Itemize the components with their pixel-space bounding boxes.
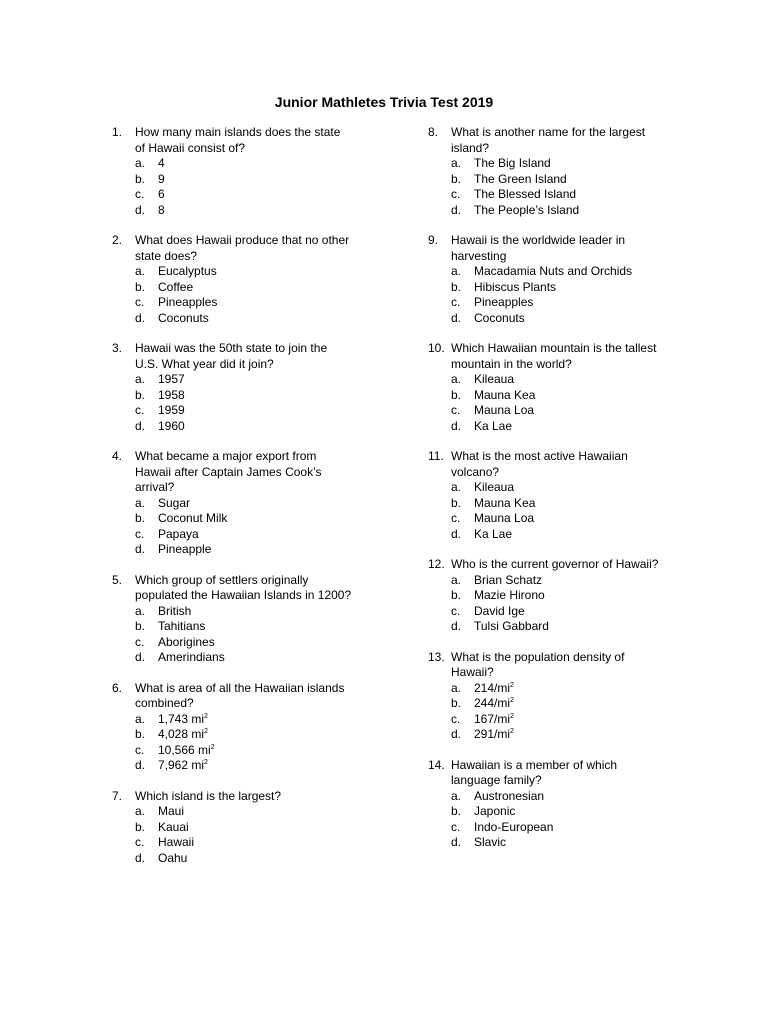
option-text: Eucalyptus [158, 264, 217, 278]
option-letter: d. [451, 727, 462, 741]
option-letter: a. [451, 480, 462, 494]
answer-option [135, 527, 352, 543]
question-text: Which island is the largest? [135, 788, 282, 803]
option-letter: c. [451, 711, 461, 726]
option-text: Mazie Hirono [474, 588, 545, 602]
option-letter: a. [135, 372, 146, 386]
answer-option [135, 203, 352, 219]
option-text: Slavic [474, 835, 507, 849]
option-letter: c. [451, 295, 461, 309]
option-letter: a. [451, 372, 462, 386]
answer-option [451, 619, 668, 635]
answer-option [135, 172, 352, 188]
question-item [112, 681, 352, 774]
option-text: 1959 [158, 403, 185, 417]
option-text: Pineapples [474, 295, 534, 309]
answer-option [451, 419, 668, 435]
option-text: Coconuts [474, 310, 525, 325]
answer-option [135, 280, 352, 296]
answer-option [451, 187, 668, 203]
option-letter: d. [451, 619, 462, 633]
option-letter: a. [135, 156, 146, 170]
option-letter: a. [135, 603, 146, 618]
option-text: Brian Schatz [474, 572, 543, 587]
option-exponent: 2 [510, 712, 514, 720]
option-text: British [158, 603, 192, 618]
option-letter: b. [135, 727, 146, 741]
option-letter: c. [135, 634, 145, 649]
question-column-left [112, 125, 352, 881]
answer-option [451, 264, 668, 280]
answer-option [135, 851, 352, 867]
option-text: Tahitians [158, 619, 206, 633]
answer-options [451, 372, 668, 434]
answer-option [135, 604, 352, 620]
option-text: Hawaii [158, 835, 195, 849]
question-item [428, 341, 668, 434]
option-text: 1960 [158, 418, 185, 433]
answer-options [451, 156, 668, 218]
option-text: Aborigines [158, 634, 215, 649]
option-text: 4,028 mi [158, 727, 205, 741]
option-exponent: 2 [204, 759, 208, 766]
answer-options [135, 496, 352, 558]
question-number: 3. [112, 341, 123, 355]
question-number: 6. [112, 680, 123, 695]
answer-option [135, 388, 352, 404]
option-text: Mauna Loa [474, 403, 535, 417]
option-letter: b. [135, 171, 146, 186]
option-exponent: 2 [510, 681, 514, 689]
answer-option [135, 295, 352, 311]
option-letter: d. [135, 850, 146, 865]
option-text: Kileaua [474, 480, 515, 494]
answer-options [135, 264, 352, 326]
question-number: 5. [112, 572, 123, 587]
option-text: 1,743 mi [158, 711, 205, 726]
option-letter: c. [135, 742, 145, 757]
question-item [112, 789, 352, 867]
option-letter: b. [135, 279, 146, 294]
answer-option [451, 156, 668, 172]
option-text: Macadamia Nuts and Orchids [474, 264, 633, 278]
question-text: What is area of all the Hawaiian islands combined? [135, 680, 345, 710]
option-text: Pineapple [158, 542, 212, 556]
question-item [428, 449, 668, 542]
question-column-right [428, 125, 668, 866]
option-exponent: 2 [510, 728, 514, 735]
option-letter: d. [451, 202, 462, 217]
option-letter: d. [135, 310, 146, 325]
option-letter: a. [135, 711, 146, 726]
option-exponent: 2 [510, 697, 514, 704]
option-letter: c. [451, 603, 461, 618]
answer-option [451, 496, 668, 512]
question-item [112, 573, 352, 666]
option-text: Coconut Milk [158, 511, 228, 525]
option-letter: a. [135, 495, 146, 510]
question-item [112, 233, 352, 326]
page-title: Junior Mathletes Trivia Test 2019 [274, 94, 494, 110]
option-text: Ka Lae [474, 526, 513, 541]
question-item [428, 758, 668, 851]
option-letter: c. [135, 295, 145, 309]
option-text: Indo-European [474, 819, 554, 834]
answer-option [135, 187, 352, 203]
answer-options [135, 712, 352, 774]
answer-option [451, 820, 668, 836]
answer-option [451, 203, 668, 219]
option-letter: c. [135, 526, 145, 541]
answer-option [451, 573, 668, 589]
answer-option [135, 311, 352, 327]
option-letter: b. [451, 279, 462, 294]
answer-option [451, 604, 668, 620]
question-number: 11. [428, 449, 444, 463]
option-text: 244/mi [474, 696, 511, 710]
answer-option [451, 727, 668, 743]
answer-options [135, 156, 352, 218]
answer-option [451, 789, 668, 805]
option-letter: c. [135, 835, 145, 849]
question-text: Who is the current governor of Hawaii? [451, 557, 659, 571]
option-letter: a. [451, 156, 462, 170]
option-text: Maui [158, 804, 185, 818]
option-text: Sugar [158, 495, 191, 510]
option-text: Hibiscus Plants [474, 279, 557, 294]
option-letter: a. [135, 804, 146, 818]
answer-option [451, 172, 668, 188]
question-item [428, 125, 668, 218]
option-text: Mauna Kea [474, 495, 536, 510]
question-item [112, 341, 352, 434]
option-text: Kileaua [474, 372, 515, 386]
option-text: 4 [158, 156, 165, 170]
question-number: 13. [428, 649, 445, 664]
option-letter: b. [135, 619, 146, 633]
option-text: The Green Island [474, 171, 567, 186]
question-text: What is the most active Hawaiian volcano? [451, 449, 628, 479]
option-letter: a. [451, 788, 462, 803]
answer-option [135, 264, 352, 280]
answer-option [451, 480, 668, 496]
question-item [428, 233, 668, 326]
option-text: Mauna Loa [474, 511, 535, 525]
question-text: How many main islands does the state of Hawaii consist of? [135, 125, 341, 155]
answer-option [451, 681, 668, 697]
option-letter: b. [135, 819, 146, 834]
option-text: 1957 [158, 372, 185, 386]
question-number: 9. [428, 233, 439, 247]
option-letter: d. [451, 310, 462, 325]
answer-options [451, 681, 668, 743]
answer-options [451, 573, 668, 635]
option-letter: a. [451, 264, 462, 278]
answer-options [135, 804, 352, 866]
answer-option [135, 650, 352, 666]
option-text: Pineapples [158, 295, 218, 309]
answer-option [451, 388, 668, 404]
question-number: 14. [428, 757, 445, 772]
question-item [428, 557, 668, 635]
option-letter: d. [451, 526, 462, 541]
answer-option [451, 712, 668, 728]
answer-option [451, 280, 668, 296]
option-text: 7,962 mi [158, 758, 205, 772]
option-exponent: 2 [204, 728, 208, 735]
option-letter: c. [135, 403, 145, 417]
question-item [112, 125, 352, 218]
option-text: Kauai [158, 819, 189, 834]
option-exponent: 2 [210, 743, 215, 751]
question-text: Hawaiian is a member of which language family? [451, 757, 618, 787]
option-letter: d. [135, 650, 146, 664]
option-text: 9 [158, 171, 165, 186]
question-number: 7. [112, 788, 123, 803]
answer-option [135, 619, 352, 635]
answer-option [135, 403, 352, 419]
question-number: 12. [428, 557, 445, 571]
option-letter: d. [135, 542, 146, 556]
option-text: Mauna Kea [474, 387, 536, 402]
answer-option [135, 743, 352, 759]
option-letter: c. [451, 403, 461, 417]
option-text: 10,566 mi [158, 742, 211, 757]
option-letter: b. [451, 387, 462, 402]
answer-options [451, 789, 668, 851]
option-text: The Blessed Island [474, 187, 577, 201]
option-exponent: 2 [204, 712, 208, 720]
question-item [112, 449, 352, 558]
question-text: Which Hawaiian mountain is the tallest mountain in the world? [451, 341, 657, 371]
option-letter: b. [451, 495, 462, 510]
question-number: 1. [112, 125, 123, 139]
question-number: 4. [112, 449, 123, 463]
question-number: 10. [428, 341, 445, 355]
option-letter: b. [451, 588, 462, 602]
option-letter: b. [135, 387, 146, 402]
option-letter: c. [451, 187, 461, 201]
answer-option [135, 758, 352, 774]
question-text: What does Hawaii produce that no other state does? [135, 233, 350, 263]
answer-option [451, 372, 668, 388]
answer-option [135, 542, 352, 558]
answer-option [135, 804, 352, 820]
option-text: Tulsi Gabbard [474, 619, 549, 633]
answer-option [135, 419, 352, 435]
answer-option [451, 403, 668, 419]
option-text: 167/mi [474, 711, 511, 726]
option-letter: a. [451, 680, 462, 695]
option-letter: d. [135, 202, 146, 217]
answer-option [451, 311, 668, 327]
answer-option [451, 696, 668, 712]
option-text: Ka Lae [474, 418, 513, 433]
option-letter: d. [451, 835, 462, 849]
answer-options [451, 264, 668, 326]
option-text: The People’s Island [474, 202, 580, 217]
question-text: Which group of settlers originally populated the Hawaiian Islands in 1200? [135, 572, 352, 602]
option-letter: c. [451, 819, 461, 834]
answer-option [451, 527, 668, 543]
option-letter: c. [135, 187, 145, 201]
option-text: Amerindians [158, 650, 225, 664]
option-text: 6 [158, 187, 165, 201]
option-text: Coffee [158, 279, 194, 294]
question-text: What is the population density of Hawaii? [451, 649, 625, 679]
question-number: 2. [112, 233, 123, 247]
answer-option [451, 804, 668, 820]
option-text: The Big Island [474, 156, 551, 170]
answer-option [135, 511, 352, 527]
option-text: Coconuts [158, 310, 209, 325]
question-number: 8. [428, 125, 439, 139]
question-text: Hawaii is the worldwide leader in harvesting [451, 233, 626, 263]
option-text: Papaya [158, 526, 199, 541]
answer-option [135, 727, 352, 743]
answer-option [451, 295, 668, 311]
answer-option [451, 511, 668, 527]
option-letter: a. [451, 572, 462, 587]
answer-option [135, 712, 352, 728]
answer-options [135, 604, 352, 666]
option-text: 291/mi [474, 727, 511, 741]
answer-option [135, 156, 352, 172]
option-text: 1958 [158, 387, 185, 402]
answer-option [135, 820, 352, 836]
question-item [428, 650, 668, 743]
option-text: Japonic [474, 804, 516, 818]
answer-option [135, 372, 352, 388]
answer-options [135, 372, 352, 434]
option-text: Austronesian [474, 788, 545, 803]
answer-option [135, 496, 352, 512]
option-letter: d. [135, 418, 146, 433]
option-letter: b. [135, 511, 146, 525]
option-text: 8 [158, 202, 165, 217]
option-letter: b. [451, 804, 462, 818]
option-letter: a. [135, 264, 146, 278]
question-text: What became a major export from Hawaii after Captain James Cook’s arrival? [135, 449, 322, 494]
question-text: What is another name for the largest island? [451, 125, 646, 155]
question-text: Hawaii was the 50th state to join the U.S. What year did it join? [135, 341, 328, 371]
option-letter: d. [135, 758, 146, 772]
option-letter: d. [451, 418, 462, 433]
answer-option [451, 835, 668, 851]
option-text: 214/mi [474, 680, 511, 695]
answer-option [135, 835, 352, 851]
option-text: Oahu [158, 850, 188, 865]
answer-options [451, 480, 668, 542]
option-letter: c. [451, 511, 461, 525]
option-letter: b. [451, 171, 462, 186]
option-letter: b. [451, 696, 462, 710]
answer-option [451, 588, 668, 604]
option-text: David Ige [474, 603, 525, 618]
answer-option [135, 635, 352, 651]
